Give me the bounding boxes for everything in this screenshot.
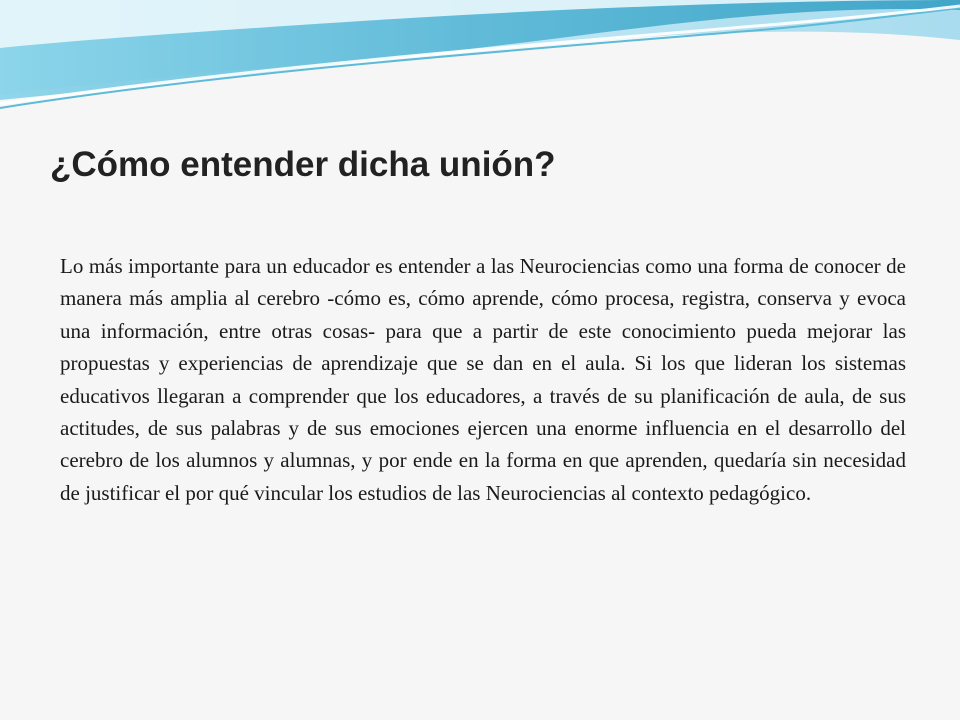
- header-wave-decoration: [0, 0, 960, 130]
- slide-title: ¿Cómo entender dicha unión?: [50, 145, 556, 184]
- slide-body-text: Lo más importante para un educador es entender a las Neurociencias como una forma de conocer de manera más amplia al cerebro -cómo es, cómo aprende, cómo procesa, registra, conserva y evoca una información, entre otras cosas- para que a partir de este conocimiento pueda mejorar las propuestas y experiencias de aprendizaje que se dan en el aula. Si los que lideran los sistemas educativos llegaran a comprender que los educadores, a través de su planificación de aula, de sus actitudes, de sus palabras y de sus emociones ejercen una enorme influencia en el desarrollo del cerebro de los alumnos y alumnas, y por ende en la forma en que aprenden, quedaría sin necesidad de justificar el por qué vincular los estudios de las Neurociencias al contexto pedagógico.: [60, 254, 906, 505]
